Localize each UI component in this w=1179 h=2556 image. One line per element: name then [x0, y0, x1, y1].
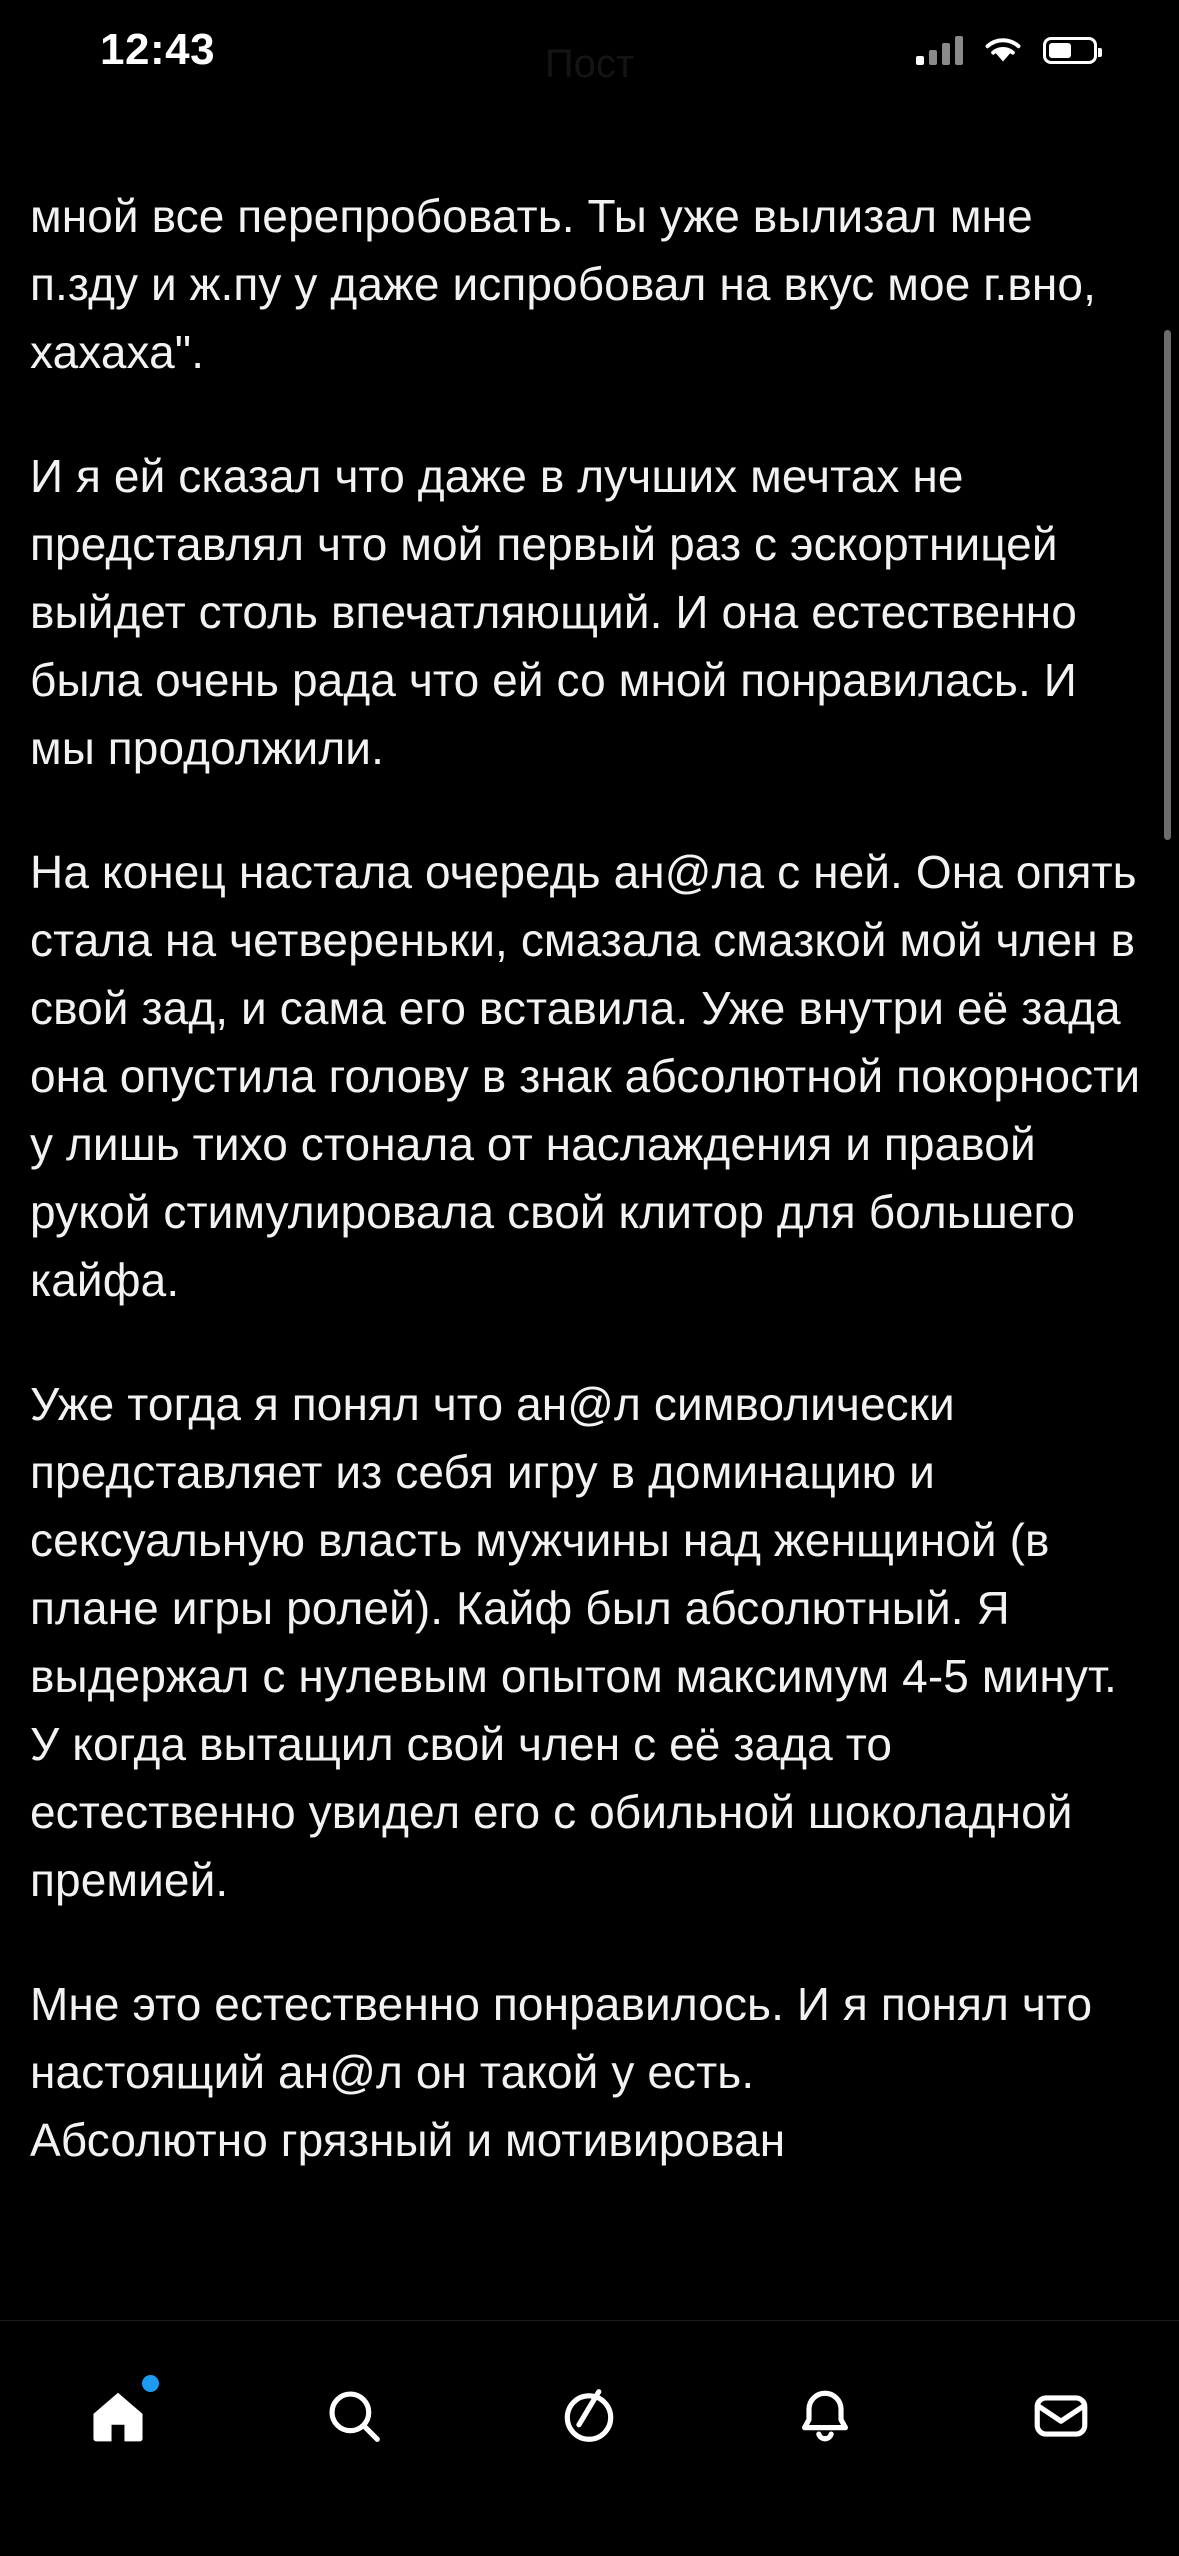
- post-content[interactable]: [0, 140, 1179, 2320]
- tab-notifications[interactable]: [750, 2361, 900, 2471]
- status-indicators: [916, 34, 1119, 66]
- tab-search[interactable]: [279, 2361, 429, 2471]
- tab-home[interactable]: [43, 2361, 193, 2471]
- page-title: Пост: [544, 42, 635, 86]
- envelope-icon: [1030, 2385, 1092, 2447]
- bottom-tab-bar: [0, 2320, 1179, 2556]
- post-paragraph: мной все перепробовать. Ты уже вылизал мне п.зду и ж.пу у даже испробовал на вкус мое г.вно, хахаха".: [30, 190, 1096, 378]
- grok-slash-circle-icon: [558, 2385, 620, 2447]
- post-paragraph: Мне это естественно понравилось. И я понял что настоящий ан@л он такой у есть.: [30, 1978, 1093, 2098]
- post-paragraph-clipped: Абсолютно грязный и мотивирован: [30, 2114, 786, 2166]
- bell-icon: [794, 2385, 856, 2447]
- scrollbar[interactable]: [1164, 330, 1171, 840]
- home-badge-dot: [142, 2375, 159, 2392]
- battery-icon: [1043, 37, 1097, 64]
- search-icon: [323, 2385, 385, 2447]
- status-bar: [0, 0, 1179, 100]
- wifi-icon: [981, 34, 1025, 66]
- cellular-signal-icon: [916, 35, 963, 65]
- tab-messages[interactable]: [986, 2361, 1136, 2471]
- content-fade: [0, 2260, 1179, 2320]
- post-paragraph: На конец настала очередь ан@ла с ней. Она опять стала на четвереньки, смазала смазкой мой член в свой зад, и сама его вставила. Уже внутри её зада она опустила голову в знак абсолютной покорности у лишь тихо стонала от наслаждения и правой рукой стимулировала свой клитор для большего кайфа.: [30, 846, 1141, 1306]
- post-paragraph: И я ей сказал что даже в лучших мечтах не представлял что мой первый раз с эскортницей выйдет столь впечатляющий. И она естественно была очень рада что ей со мной понравилась. И мы продолжили.: [30, 450, 1077, 774]
- post-paragraph: Уже тогда я понял что ан@л символически представляет из себя игру в доминацию и сексуальную власть мужчины над женщиной (в плане игры ролей). Кайф был абсолютный. Я выдержал с нулевым опытом максимум 4-5 минут. У когда вытащил свой член с её зада то естественно увидел его с обильной шоколадной премией.: [30, 1378, 1117, 1906]
- status-time: 12:43: [100, 25, 216, 74]
- tab-grok[interactable]: [514, 2361, 664, 2471]
- home-icon: [87, 2385, 149, 2447]
